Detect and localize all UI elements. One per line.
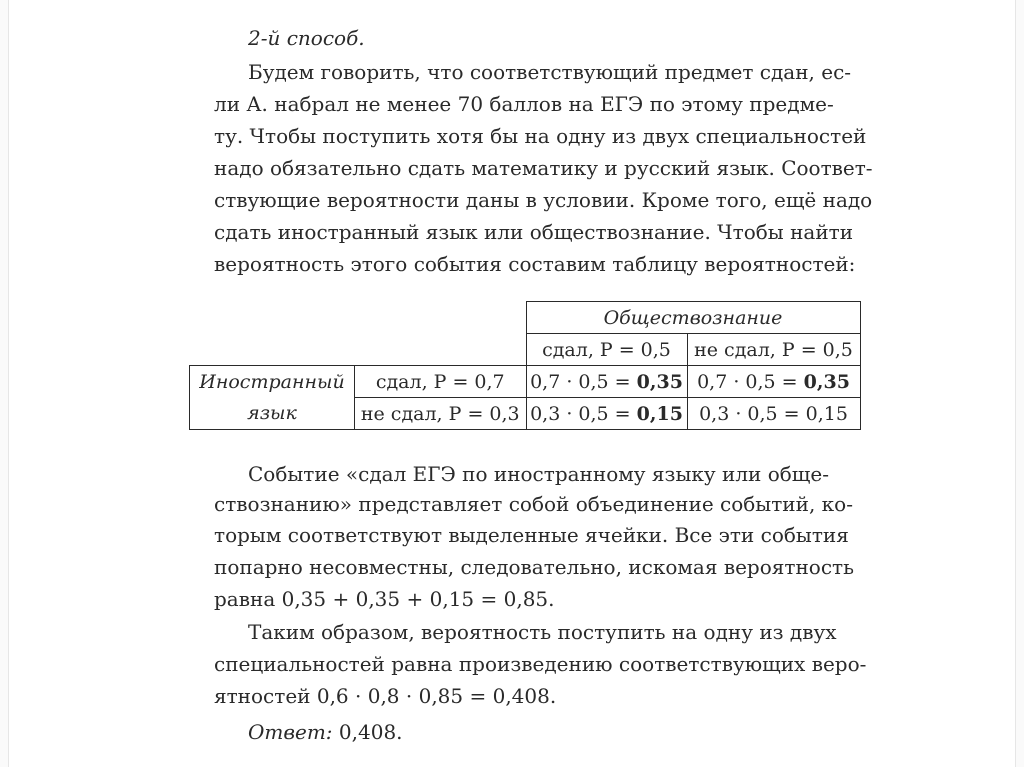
table-cell-expr: 0,7 · 0,5 = <box>530 370 637 393</box>
paragraph1-line-2: ли А. набрал не менее 70 баллов на ЕГЭ по этому предме- <box>214 92 834 116</box>
paragraph2-line-3: торым соответствуют выделенные ячейки. Все эти события <box>214 523 849 547</box>
table-cell-highlighted <box>526 366 687 398</box>
table-row-label-failed: не сдал, P = 0,3 <box>355 398 527 430</box>
paragraph1-line-4: надо обязательно сдать математику и русский язык. Соответ- <box>214 156 873 180</box>
table-row-group-header-line2: язык <box>190 398 355 430</box>
table-cell-expr: 0,7 · 0,5 = <box>697 370 804 393</box>
paragraph1-line-7: вероятность этого события составим таблицу вероятностей: <box>214 252 856 276</box>
paragraph2-line-1: Событие «сдал ЕГЭ по иностранному языку или обще- <box>248 462 829 486</box>
paragraph1-line-6: сдать иностранный язык или обществознание. Чтобы найти <box>214 220 854 244</box>
probability-table <box>189 301 861 430</box>
left-frame-border <box>0 0 9 767</box>
table-row-group-header-line1: Иностранный <box>190 366 355 398</box>
answer-value: 0,408. <box>338 720 403 744</box>
answer-label: Ответ: <box>248 720 333 744</box>
paragraph2-line-5: равна 0,35 + 0,35 + 0,15 = 0,85. <box>214 587 555 611</box>
paragraph2-line-2: ствознанию» представляет собой объединение событий, ко- <box>214 492 853 516</box>
table-cell-expr: 0,3 · 0,5 = <box>530 402 637 425</box>
paragraph3-line-2: специальностей равна произведению соответствующих веро- <box>214 652 867 676</box>
table-cell-value: 0,35 <box>803 370 850 393</box>
right-frame-border <box>1015 0 1024 767</box>
paragraph1-line-1: Будем говорить, что соответствующий предмет сдан, ес- <box>248 60 852 84</box>
paragraph2-line-4: попарно несовместны, следовательно, искомая вероятность <box>214 555 854 579</box>
table-cell <box>687 398 860 430</box>
table-cell-value: 0,35 <box>636 370 683 393</box>
paragraph1-line-3: ту. Чтобы поступить хотя бы на одну из двух специальностей <box>214 124 867 148</box>
table-cell-value: 0,15 <box>636 402 683 425</box>
table-col-header-failed: не сдал, P = 0,5 <box>687 334 860 366</box>
table-cell-highlighted <box>526 398 687 430</box>
section-heading: 2-й способ. <box>248 26 365 50</box>
table-cell-expr: 0,3 · 0,5 = <box>699 402 806 425</box>
table-cell-highlighted <box>687 366 860 398</box>
table-cell-value: 0,15 <box>805 402 848 425</box>
paragraph3-line-3: ятностей 0,6 · 0,8 · 0,85 = 0,408. <box>214 684 557 708</box>
paragraph1-line-5: ствующие вероятности даны в условии. Кроме того, ещё надо <box>214 188 873 212</box>
answer-line <box>248 718 548 746</box>
table-col-group-header: Обществознание <box>526 302 860 334</box>
table-row-label-passed: сдал, P = 0,7 <box>355 366 527 398</box>
paragraph3-line-1: Таким образом, вероятность поступить на одну из двух <box>248 620 837 644</box>
table-col-header-passed: сдал, P = 0,5 <box>526 334 687 366</box>
